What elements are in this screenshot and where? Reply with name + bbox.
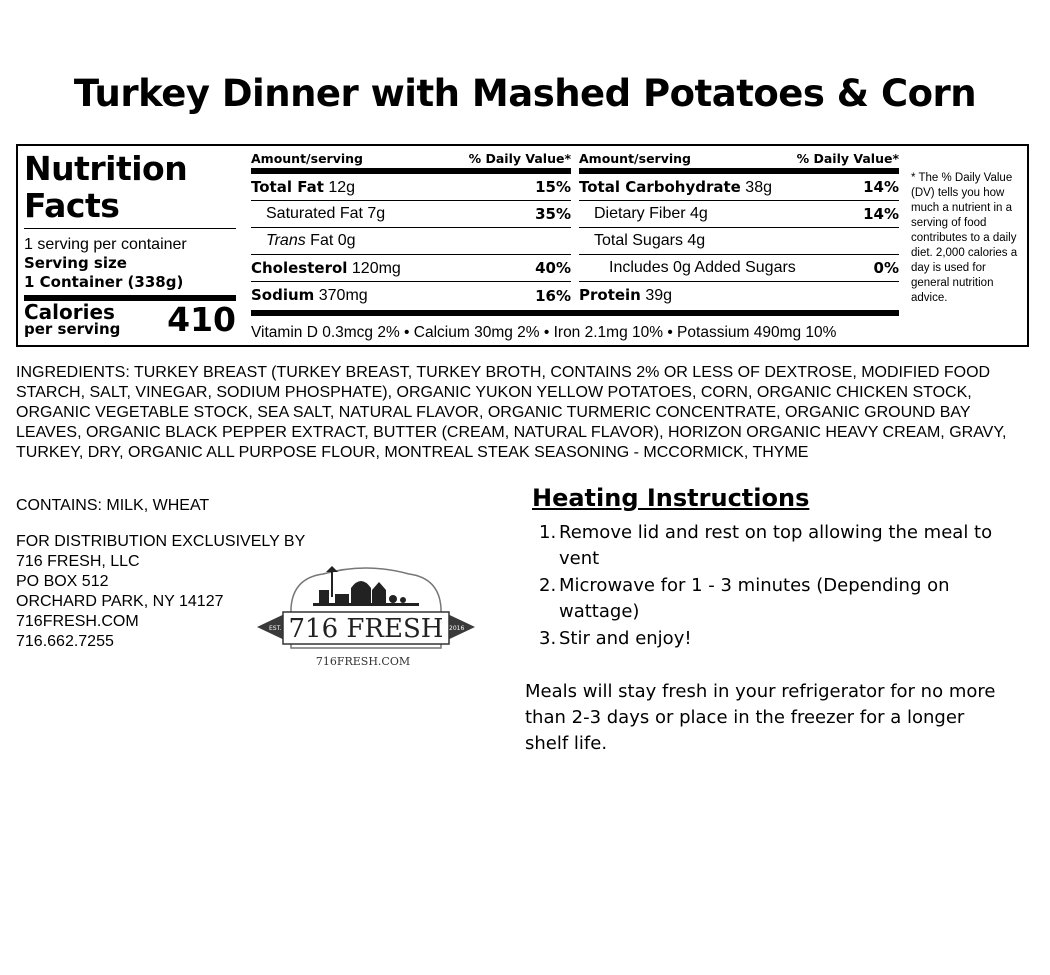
nutrient-dv: 40% xyxy=(535,259,571,277)
logo-wordmark: 716 FRESH xyxy=(288,614,444,644)
nutrient-dv: 15% xyxy=(535,178,571,196)
nutrient-column-right xyxy=(579,150,899,309)
nutrient-dv: 0% xyxy=(873,259,899,277)
nutrient-dv: 14% xyxy=(863,178,899,196)
amount-header: Amount/serving xyxy=(251,151,363,166)
nutrient-amount: 12g xyxy=(328,178,356,196)
nutrition-heading-line1: Nutrition xyxy=(24,149,188,188)
nutrient-row-added-sugars xyxy=(579,255,899,282)
calories-row xyxy=(24,301,236,343)
product-title: Turkey Dinner with Mashed Potatoes & Corn xyxy=(73,72,977,115)
step-number: 3. xyxy=(539,628,557,649)
logo-url: 716FRESH.COM xyxy=(315,655,411,668)
vitamins-line: Vitamin D 0.3mcg 2% • Calcium 30mg 2% • Iron 2.1mg 10% • Potassium 490mg 10% xyxy=(251,324,837,341)
distributor-line: 716 FRESH, LLC xyxy=(16,553,140,570)
nutrient-row-protein xyxy=(579,282,899,309)
nutrient-label: Dietary Fiber xyxy=(594,205,686,222)
calories-sub: per serving xyxy=(24,320,121,338)
nutrient-dv: 14% xyxy=(863,205,899,223)
nutrient-row-saturated-fat xyxy=(251,201,571,228)
nutrition-facts-panel xyxy=(16,144,1029,347)
servings-per-container: 1 serving per container xyxy=(24,236,187,253)
step-number: 2. xyxy=(539,575,557,596)
amount-header: Amount/serving xyxy=(579,151,691,166)
nutrition-heading-line2: Facts xyxy=(24,186,120,225)
nutrition-summary xyxy=(24,150,236,343)
distributor-line: ORCHARD PARK, NY 14127 xyxy=(16,593,224,610)
distributor-line: 716.662.7255 xyxy=(16,633,114,650)
nutrient-label: Sodium xyxy=(251,286,315,304)
nutrient-label: Total Sugars xyxy=(594,232,683,249)
logo-est: EST. xyxy=(269,625,282,632)
step-text: Remove lid and rest on top allowing the meal to vent xyxy=(559,522,993,569)
nutrient-row-sodium xyxy=(251,282,571,309)
nutrient-amount: 7g xyxy=(367,205,386,222)
logo-year: 2016 xyxy=(449,625,465,632)
nutrient-amount: 120mg xyxy=(351,259,401,277)
nutrient-label-italic: Trans xyxy=(266,232,306,249)
step-number: 1. xyxy=(539,522,557,543)
nutrient-amount: 38g xyxy=(745,178,772,196)
nutrient-label: Total Fat xyxy=(251,177,324,196)
calories-label: Calories xyxy=(24,300,115,324)
nutrient-label: Protein xyxy=(579,286,641,304)
nutrient-label: Cholesterol xyxy=(251,258,348,277)
calories-value: 410 xyxy=(167,300,236,339)
serving-size-label: Serving size xyxy=(24,254,127,272)
nutrient-row-cholesterol xyxy=(251,255,571,282)
nutrient-row-trans-fat xyxy=(251,228,571,255)
nutrient-amount: 39g xyxy=(645,287,673,304)
step-text: Microwave for 1 - 3 minutes (Depending on wattage) xyxy=(559,575,950,622)
nutrient-amount: 0g xyxy=(337,232,356,249)
heating-step xyxy=(533,520,993,572)
dv-header: % Daily Value* xyxy=(468,151,571,166)
brand-logo xyxy=(253,560,479,672)
nutrient-row-total-fat xyxy=(251,174,571,201)
nutrient-row-dietary-fiber xyxy=(579,201,899,228)
distributor-line: PO BOX 512 xyxy=(16,573,109,590)
nutrient-dv: 16% xyxy=(535,286,571,305)
heating-steps xyxy=(533,520,993,653)
column-header xyxy=(579,150,899,168)
daily-value-footnote: * The % Daily Value (DV) tells you how much a nutrient in a serving of food contributes to a daily diet. 2,000 calories a day is used for general nutrition advice. xyxy=(911,172,1018,304)
distributor-line: FOR DISTRIBUTION EXCLUSIVELY BY xyxy=(16,533,306,550)
nutrient-label: Includes 0g Added Sugars xyxy=(609,259,796,276)
nutrient-amount: 4g xyxy=(687,232,706,249)
distributor-line: 716FRESH.COM xyxy=(16,613,139,630)
nutrient-label: Saturated Fat xyxy=(266,205,363,222)
step-text: Stir and enjoy! xyxy=(559,628,692,649)
dv-header: % Daily Value* xyxy=(796,151,899,166)
allergen-statement: CONTAINS: MILK, WHEAT xyxy=(16,497,210,514)
nutrient-row-total-sugars xyxy=(579,228,899,255)
nutrient-column-left xyxy=(251,150,571,309)
nutrient-label: Fat xyxy=(310,232,334,249)
nutrient-amount: 370mg xyxy=(318,287,368,304)
nutrition-divider xyxy=(251,310,899,316)
nutrient-dv: 35% xyxy=(535,205,571,223)
nutrient-row-total-carbohydrate xyxy=(579,174,899,201)
column-header xyxy=(251,150,571,168)
serving-size-value: 1 Container (338g) xyxy=(24,273,184,291)
nutrient-amount: 4g xyxy=(690,205,708,222)
heating-step xyxy=(533,573,993,625)
ingredients-text: INGREDIENTS: TURKEY BREAST (TURKEY BREAST, TURKEY BROTH, CONTAINS 2% OR LESS OF DEXTROSE, MODIFIED FOOD STARCH, SALT, VINEGAR, SODIUM PHOSPHATE), ORGANIC YUKON YELLOW POTATOES, CORN, ORGANIC CHICKEN STOCK, ORGANIC VEGETABLE STOCK, SEA SALT, NATURAL FLAVOR, ORGANIC TURMERIC CONCENTRATE, ORGANIC GROUND BAY LEAVES, ORGANIC BLACK PEPPER EXTRACT, BUTTER (CREAM, NATURAL FLAVOR), HORIZON ORGANIC HEAVY CREAM, GRAVY, TURKEY, DRY, ORGANIC ALL PURPOSE FLOUR, MONTREAL STEAK SEASONING - MCCORMICK, THYME xyxy=(16,364,1007,461)
heating-step xyxy=(533,626,993,652)
nutrient-label: Total Carbohydrate xyxy=(579,177,741,196)
storage-note: Meals will stay fresh in your refrigerator for no more than 2-3 days or place in the freezer for a longer shelf life. xyxy=(525,681,996,754)
heating-title: Heating Instructions xyxy=(532,484,810,512)
